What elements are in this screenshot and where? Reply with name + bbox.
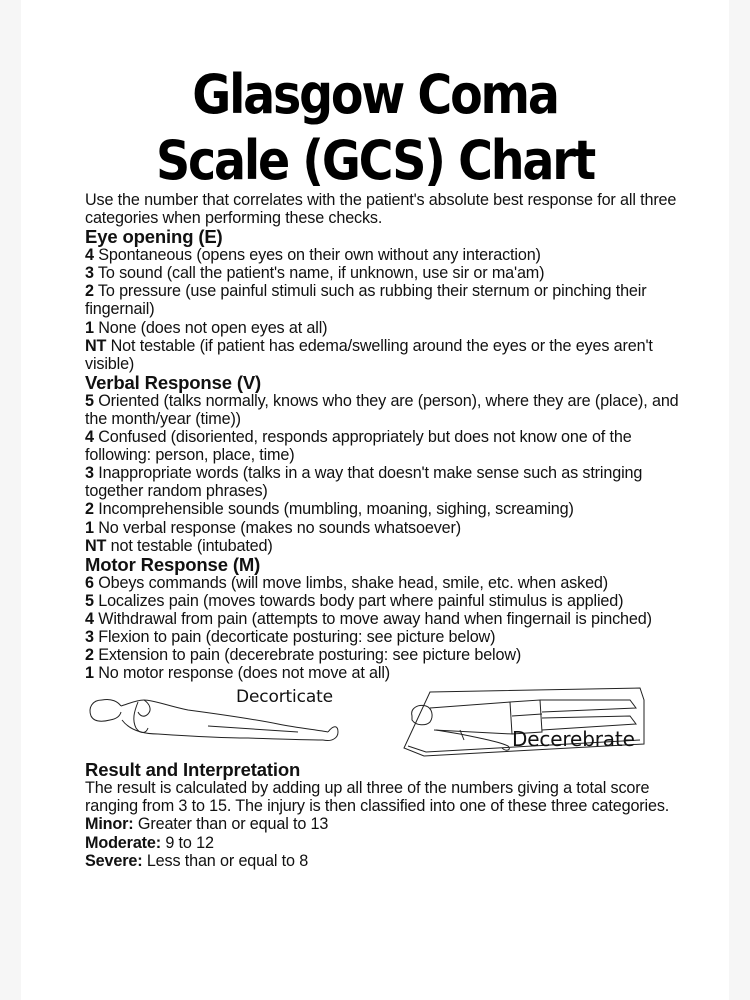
description: To sound (call the patient's name, if unknown, use sir or ma'am) — [97, 264, 545, 283]
score: 2 — [85, 282, 94, 301]
score: 2 — [85, 500, 94, 519]
verbal-item-2 — [85, 500, 685, 518]
description: not testable (intubated) — [110, 536, 273, 555]
motor-item-2 — [85, 646, 685, 664]
eye-item-nt — [85, 337, 685, 373]
intro-text: Use the number that correlates with the patient's absolute best response for all three categories when performing these checks. — [85, 191, 677, 228]
verbal-response-heading: Verbal Response (V) — [85, 371, 262, 393]
category-range: 9 to 12 — [165, 833, 214, 852]
description: To pressure (use painful stimuli such as rubbing their sternum or pinching their fingernail) — [85, 282, 647, 319]
description: Obeys commands (will move limbs, shake head, smile, etc. when asked) — [98, 573, 609, 592]
category-moderate — [85, 834, 685, 852]
description: Spontaneous (opens eyes on their own without any interaction) — [98, 246, 541, 265]
verbal-item-4 — [85, 428, 685, 464]
description: Incomprehensible sounds (mumbling, moaning, sighing, screaming) — [98, 500, 574, 519]
description: None (does not open eyes at all) — [98, 318, 328, 337]
score: 4 — [85, 246, 94, 265]
category-minor — [85, 815, 685, 833]
score: 3 — [85, 627, 94, 646]
motor-item-6 — [85, 574, 685, 592]
result-heading: Result and Interpretation — [85, 759, 301, 781]
verbal-item-3 — [85, 464, 685, 500]
posturing-figures — [85, 686, 685, 758]
decerebrate-label: Decerebrate — [512, 727, 635, 752]
eye-item-1 — [85, 319, 685, 337]
motor-item-1 — [85, 664, 685, 682]
result-body: The result is calculated by adding up all three of the numbers giving a total score ranging from 3 to 15. The injury is then classified into one of these three categories. — [85, 779, 670, 816]
page-title — [45, 62, 705, 194]
description: Extension to pain (decerebrate posturing: see picture below) — [98, 646, 522, 665]
verbal-item-nt — [85, 537, 685, 555]
score: 3 — [85, 464, 94, 483]
decerebrate-illustration — [400, 686, 648, 758]
title-line-1: Glasgow Coma — [192, 63, 558, 126]
description: Confused (disoriented, responds appropriately but does not know one of the following: person, place, time) — [85, 428, 632, 465]
description: Inappropriate words (talks in a way that doesn't make sense such as stringing together random phrases) — [85, 464, 643, 501]
category-label: Severe: — [85, 851, 143, 870]
description: No motor response (does not move at all) — [98, 664, 391, 683]
motor-item-4 — [85, 610, 685, 628]
score: 5 — [85, 391, 94, 410]
eye-item-3 — [85, 264, 685, 282]
description: Oriented (talks normally, knows who they are (person), where they are (place), and the month/year (time)) — [85, 391, 679, 428]
description: Flexion to pain (decorticate posturing: see picture below) — [98, 627, 496, 646]
chart-content — [85, 191, 685, 870]
description: Not testable (if patient has edema/swelling around the eyes or the eyes aren't visible) — [85, 336, 653, 373]
verbal-item-1 — [85, 519, 685, 537]
eye-opening-heading: Eye opening (E) — [85, 226, 223, 248]
score: 1 — [85, 518, 94, 537]
score: 5 — [85, 591, 94, 610]
category-severe — [85, 852, 685, 870]
decorticate-illustration — [88, 687, 343, 746]
score: 3 — [85, 264, 94, 283]
score: 1 — [85, 664, 94, 683]
category-label: Moderate: — [85, 833, 161, 852]
eye-item-2 — [85, 282, 685, 318]
description: Withdrawal from pain (attempts to move away hand when fingernail is pinched) — [98, 609, 652, 628]
description: Localizes pain (moves towards body part where painful stimulus is applied) — [98, 591, 624, 610]
score: NT — [85, 336, 107, 355]
title-line-2: Scale (GCS) Chart — [155, 129, 595, 192]
motor-item-3 — [85, 628, 685, 646]
description: No verbal response (makes no sounds whatsoever) — [98, 518, 461, 537]
score: 2 — [85, 646, 94, 665]
score: 4 — [85, 428, 94, 447]
score: 1 — [85, 318, 94, 337]
motor-item-5 — [85, 592, 685, 610]
score: 4 — [85, 609, 94, 628]
category-label: Minor: — [85, 815, 134, 834]
decorticate-label: Decorticate — [236, 687, 333, 708]
category-range: Less than or equal to 8 — [146, 851, 309, 870]
motor-response-heading: Motor Response (M) — [85, 553, 261, 575]
score: NT — [85, 536, 107, 555]
score: 6 — [85, 573, 94, 592]
category-range: Greater than or equal to 13 — [137, 815, 329, 834]
eye-item-4 — [85, 246, 685, 264]
verbal-item-5 — [85, 392, 685, 428]
